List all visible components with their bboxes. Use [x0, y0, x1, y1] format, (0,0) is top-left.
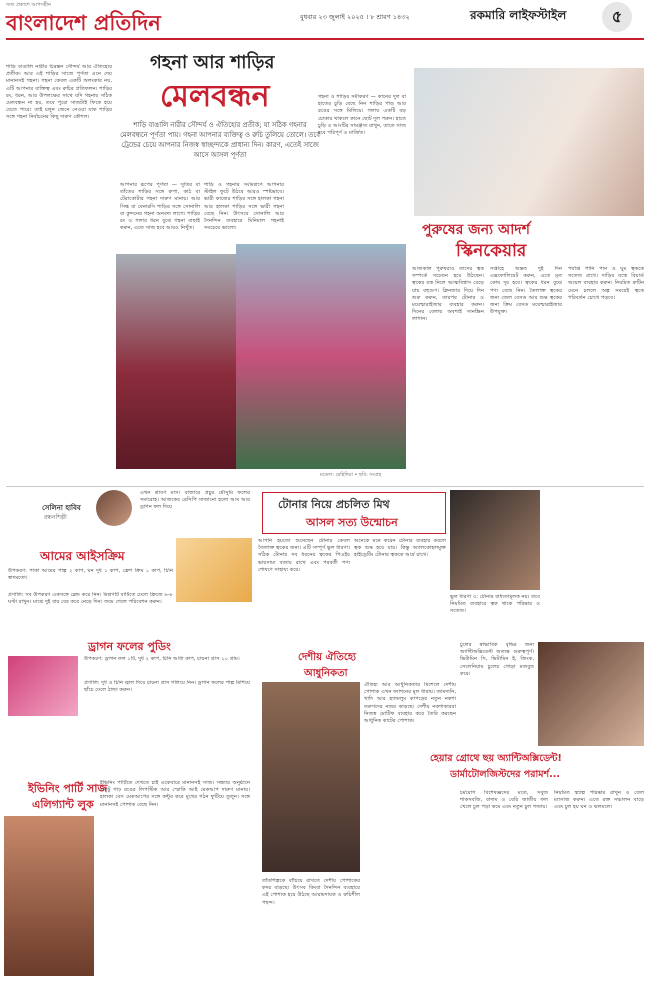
dragon-pudding-photo — [8, 656, 78, 716]
party-story — [0, 776, 256, 984]
toner-title-2: আসল সত্য উন্মোচন — [306, 516, 398, 529]
derma-story — [430, 642, 648, 982]
party-title-1: ইভিনিং পার্টি সাজ — [28, 782, 108, 795]
brand-logo — [6, 2, 174, 38]
derma-model-photo — [538, 642, 644, 746]
skincare-col2: সপ্তাহে অন্তত দুই দিন এক্সফোলিয়েট করুন, এতে মৃত কোষ দূর হবে। ত্বকের ধরন বুঝে পণ্য বেছে নিন। তৈলাক্ত ত্বকের জন্য জেল বেসড আর শুষ্ক ত্বকের জন্য ক্রিম বেসড ময়েশ্চারাইজার উপযুক্ত। — [490, 266, 562, 316]
section-divider-horizontal — [6, 486, 644, 487]
skincare-col3: পর্যাপ্ত পানি পান ও ঘুম ত্বককে সতেজ রাখে। দাড়ির যত্নে বিয়ার্ড অয়েল ব্যবহার করুন। নিয়মিত রুটিন মেনে চললে অল্প সময়েই ত্বকে পরিবর্তন চোখে পড়বে। — [568, 266, 644, 301]
deshio-title-2: আধুনিকতা — [304, 668, 348, 679]
skincare-col1: আজকাল পুরুষরাও তাদের ত্বক সম্পর্কে সচেতন হয়ে উঠছেন। ত্বকের যত্ন নিলে আত্মবিশ্বাস বেড়ে যায় বহুগুণ। ক্লিনজার দিয়ে দিন শুরু করুন, তারপর টোনার ও ময়েশ্চারাইজার ব্যবহার করুন। দিনের বেলায় অবশ্যই সানস্ক্রিন লাগান। — [412, 266, 484, 323]
dragon-title: ড্রাগন ফলের পুডিং — [88, 640, 171, 653]
recipe-section — [0, 488, 256, 788]
saree-col2: আপনার রূপের পূর্ণতা — সুতির বা তাঁতের শাড়ির সঙ্গে রুপা, কাঠ বা টেরাকোটার গহনা দারুণ মানায়। আর সিল্ক বা বেনারসি শাড়ির সঙ্গে সোনালি বা কুন্দনের গহনা অনবদ্য লাগে। শাড়ির রং ও গলার ধরন বুঝে গহনা বাছাই করুন, এতে সাজ হবে আরও নিখুঁত। — [120, 182, 200, 232]
derma-col3: নিয়মিত স্ক্যাল্প পরিষ্কার রাখুন ও তেল ম্যাসাজ করুন। এতে রক্ত সঞ্চালন বাড়ে এবং চুল হয় ঘন ও ঝলমলে। — [554, 790, 644, 811]
toner-col2: অনেকে মনে করেন টোনার ব্যবহার করলে ত্বক শুষ্ক হয়ে যায়। কিন্তু অ্যালকোহলমুক্ত হাইড্রেটিং টোনার ত্বককে আর্দ্র রাখে। — [354, 538, 446, 559]
skincare-title-2: স্কিনকেয়ার — [456, 241, 527, 261]
mango-icecream-photo — [176, 538, 252, 602]
saree-col3: শাড়ি ও গহনার সংমিশ্রণে আপনার স্টাইল ফুটে উঠবে আরও স্পষ্টভাবে। ভারী কাজের শাড়ির সঙ্গে হালকা গহনা আর হালকা শাড়ির সঙ্গে ভারী গহনা বেছে নিন। উৎসবে সোনালি আর দৈনন্দিন ব্যবহারে মিনিমাল গহনাই সবচেয়ে ভালো। — [204, 182, 284, 232]
dragon-ingredients: উপকরণ: ড্রাগন ফল ১টি, দুধ ২ কাপ, চিনি আধা কাপ, চায়না গ্রাস ১০ গ্রাম। — [84, 656, 240, 662]
toner-col3: ভুল ধারণা ৩: টোনার বাধ্যতামূলক নয়। তবে নিয়মিত ব্যবহারে ত্বক থাকে পরিষ্কার ও সতেজ। — [450, 594, 540, 615]
saree-title: মেলবন্ধন — [160, 79, 270, 114]
columnist-name: সেলিনা হাবিব — [42, 504, 81, 512]
deshio-text-2: তাঁতশিল্পকে বাঁচিয়ে রাখতে দেশীয় পোশাকের কদর বাড়ছে। উৎসব কিংবা দৈনন্দিন ব্যবহারে এই পোশাক হয়ে উঠছে আরামদায়ক ও রুচিশীল পছন্দ। — [262, 878, 360, 906]
deshio-title-1: দেশীয় ঐতিহ্যে — [298, 652, 357, 663]
toner-photo — [450, 490, 540, 590]
deshio-text: ঐতিহ্য আর আধুনিকতার মিশেলে দেশীয় পোশাক এখন ফ্যাশনের মূল ধারায়। জামদানি, খাদি আর হ্যান্ডলুম কাপড়ের নতুন নকশা তরুণদের নজর কাড়ছে। দেশীয় নকশাকাররা নিজস্ব মোটিফ ব্যবহার করে তৈরি করছেন আধুনিক কাটের পোশাক। — [364, 682, 456, 725]
saree-story — [0, 44, 410, 484]
derma-title-1: হেয়ার গ্রোথে ছয় অ্যান্টিঅক্সিডেন্ট! — [430, 753, 562, 764]
columnist-avatar — [96, 490, 132, 526]
brand-name: বাংলাদেশ প্রতিদিন — [6, 10, 161, 35]
derma-title-2: ডার্মাটোলজিস্টদের পরামর্শ... — [450, 769, 560, 780]
page-number: ৫ — [602, 2, 632, 32]
skincare-story — [412, 44, 646, 484]
party-model-photo — [4, 816, 94, 976]
saree-model-photo-1 — [116, 254, 236, 469]
mango-ingredients: উপকরণ: পাকা আমের পাল্প ২ কাপ, ঘন দুধ ১ কাপ, ফ্রেশ ক্রিম ১ কাপ, চিনি স্বাদমতো। — [8, 568, 173, 582]
columnist-intro: এখন শ্রাবণ মাস। বাজারে প্রচুর মৌসুমি ফলের সমারোহ। আজকের রেসিপি সাজানো হলো আম আর ড্রাগন ফল দিয়ে — [140, 490, 250, 511]
mango-title: আমের আইসক্রিম — [40, 549, 125, 563]
saree-kicker: গহনা আর শাড়ির — [150, 52, 275, 73]
toner-story — [258, 490, 648, 640]
derma-col1: চুলের স্বাভাবিক বৃদ্ধির জন্য অ্যান্টিঅক্সিডেন্ট অত্যন্ত গুরুত্বপূর্ণ। ভিটামিন সি, ভিটামিন ই, জিংক, সেলেনিয়াম চুলের গোড়া মজবুত করে। — [460, 642, 534, 677]
party-text: ইভিনিং পার্টিতে দেখতে চাই একেবারে মানানসই সাজ। সন্ধ্যার অনুষ্ঠানে একটু গাঢ় রঙের লিপস্টিক আর স্মোকি আই মেকআপ দারুণ মানায়। হালকা বেস মেকআপের সঙ্গে কন্টুর করে মুখের গঠন ফুটিয়ে তুলুন। সঙ্গে মানানসই পোশাক বেছে নিন। — [100, 780, 250, 808]
toner-col1: আপনি হয়তো শুনেছেন টোনার কেবল তৈলাক্ত ত্বকের জন্য। এটি সম্পূর্ণ ভুল ধারণা। সঠিক টোনার সব ধরনের ত্বকের পিএইচ ভারসাম্য বজায় রাখে এবং পরবর্তী পণ্য শোষণে সাহায্য করে। — [258, 538, 350, 573]
mango-method: প্রণালি: সব উপকরণ একসঙ্গে ব্লেন্ড করে নিন। মিশ্রণটি বাটিতে ঢেলে ফ্রিজে ৬-৮ ঘণ্টা রাখুন। মাঝে দুই বার বের করে নেড়ে দিন। জমে গেলে পরিবেশন করুন। — [8, 592, 173, 606]
deshio-story — [258, 642, 458, 982]
toner-title-1: টোনার নিয়ে প্রচলিত মিথ — [278, 498, 390, 511]
section-title: রকমারি লাইফস্টাইল — [470, 8, 567, 22]
saree-model-photo-2 — [236, 244, 406, 469]
issue-date: বুধবার ২৩ জুলাই ২০২৫ । ৮ শ্রাবণ ১৪৩২ — [300, 13, 410, 21]
saree-col4: গহনা ও শাড়ির সমীকরণ — কানের দুল বা হাতের চুড়ি বেছে নিন শাড়ির পাড় আর রঙের সঙ্গে মিলিয়ে। গলায় একটি বড় চোকার থাকলে কানে ছোট দুল পরুন। হাতে চুড়ি ও আংটির সামঞ্জস্য রাখুন, তাতে সাজ হবে পরিপূর্ণ ও মার্জিত। — [318, 94, 406, 137]
party-title-2: এলিগ্যান্ট লুক — [32, 798, 94, 811]
columnist-designation: রন্ধনশিল্পী — [44, 514, 67, 521]
saree-caption: মডেল: মেহিদিয়া • ছবি: সংগ্রহ — [320, 472, 382, 478]
dragon-method: প্রণালি: দুধ ও চিনি জ্বাল দিয়ে চায়না গ্রাস গলিয়ে নিন। ড্রাগন ফলের পাল্প মিশিয়ে ছাঁচে ঢেলে ঠান্ডা করুন। — [84, 680, 250, 694]
brand-tagline: সত্য প্রকাশে আপসহীন — [6, 2, 51, 8]
saree-intro: শাড়ি বাঙালি নারীর সৌন্দর্য ও ঐতিহ্যের প্রতীক; যা সঠিক গহনার মেলবন্ধনে পূর্ণতা পায়। গহনা আপনার ব্যক্তিত্ব ও রুচি তুলিয়ে তোলে। তবে ট্রেন্ডের চেয়ে আপনার নিজস্ব স্বাচ্ছন্দ্যকে প্রাধান্য দিন। কারণ, এতেই সাজে আসে আসল পূর্ণতা — [120, 121, 320, 159]
skincare-model-photo — [414, 68, 644, 216]
masthead-divider — [6, 38, 644, 40]
masthead — [0, 0, 650, 44]
saree-col1: শাড়ি বাঙালি নারীর চিরন্তন সৌন্দর্য আর ঐতিহ্যের প্রতীক। আর এই শাড়ির সাজে পূর্ণতা এনে দেয় মানানসই গহনা। গহনা কেবল একটি অলংকার নয়, এটি আপনার ব্যক্তিত্ব এবং রুচির প্রতিফলন। শাড়ির রং, ধরন, আর উপলক্ষের সাথে যদি গহনার সঠিক মেলবন্ধন না হয়, তবে পুরো সাজটাই ফিকে হয়ে যেতে পারে। তাই চলুন জেনে নেওয়া যাক শাড়ির সঙ্গে গহনা নির্বাচনের কিছু দারুণ কৌশল। — [6, 64, 112, 121]
skincare-title-1: পুরুষের জন্য আদর্শ — [422, 222, 530, 238]
derma-col2: চর্মরোগ বিশেষজ্ঞদের মতে, সবুজ শাকসবজি, বাদাম ও বেরি জাতীয় ফল খেলে চুল পড়া কমে এবং নতুন চুল গজায়। — [460, 790, 548, 811]
deshio-model-photo — [262, 682, 360, 872]
